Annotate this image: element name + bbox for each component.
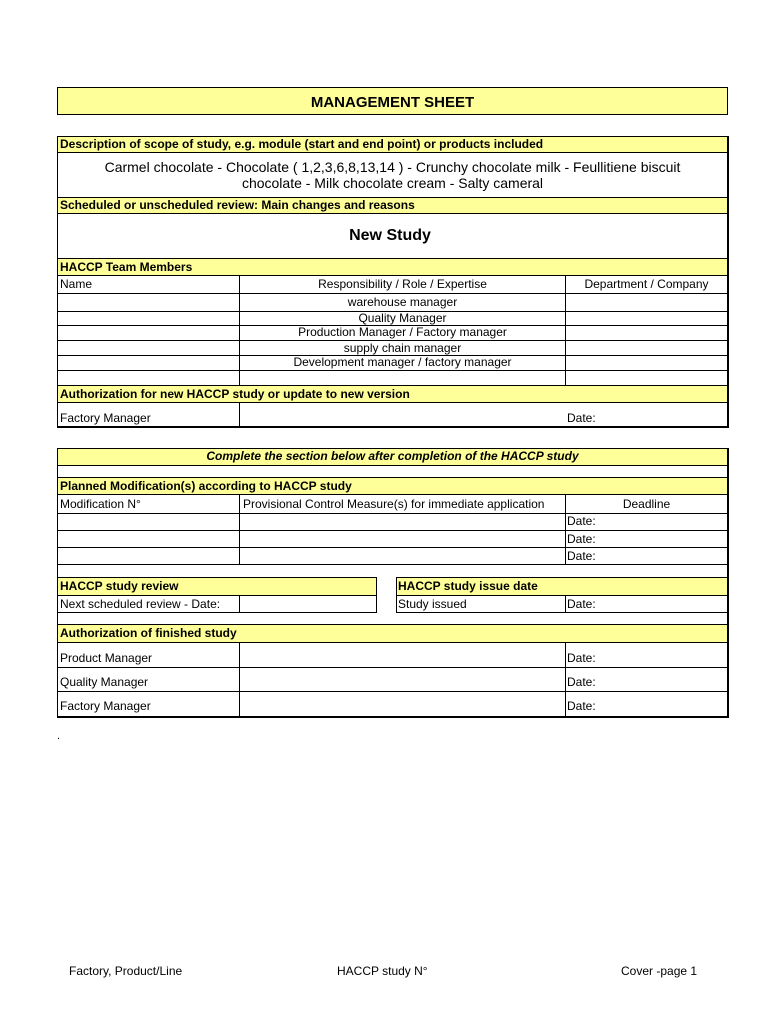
authorization-new-person: Factory Manager xyxy=(60,411,151,425)
authorization-finished-person-1: Product Manager xyxy=(60,651,153,665)
authorization-new-header: Authorization for new HACCP study or update to new version xyxy=(60,387,410,401)
team-role-5: Development manager / factory manager xyxy=(293,355,512,369)
scope-description-line1: Carmel chocolate - Chocolate ( 1,2,3,6,8,13,14 ) - Crunchy chocolate milk - Feullitiene biscuit xyxy=(104,159,681,175)
scope-description-line2: chocolate - Milk chocolate cream - Salty cameral xyxy=(241,175,544,191)
review-header: Scheduled or unscheduled review: Main changes and reasons xyxy=(60,198,415,212)
authorization-finished-date-2: Date: xyxy=(567,675,596,689)
scope-header: Description of scope of study, e.g. module (start and end point) or products included xyxy=(60,137,544,151)
page-title: MANAGEMENT SHEET xyxy=(310,94,475,111)
planned-col-mod: Modification N° xyxy=(60,497,141,511)
completion-header: Complete the section below after completion of the HACCP study xyxy=(206,449,579,463)
study-review-header: HACCP study review xyxy=(60,579,179,593)
planned-header: Planned Modification(s) according to HACCP study xyxy=(60,479,352,493)
issue-date-label: Study issued xyxy=(398,597,467,611)
team-role-3: Production Manager / Factory manager xyxy=(298,325,507,339)
team-header: HACCP Team Members xyxy=(60,260,193,274)
study-review-label: Next scheduled review - Date: xyxy=(60,597,221,611)
footer-left: Factory, Product/Line xyxy=(69,964,183,978)
authorization-finished-person-2: Quality Manager xyxy=(60,675,149,689)
authorization-finished-date-3: Date: xyxy=(567,699,596,713)
planned-date-2: Date: xyxy=(567,532,596,546)
team-role-4: supply chain manager xyxy=(343,341,462,355)
authorization-finished-person-3: Factory Manager xyxy=(60,699,151,713)
planned-date-3: Date: xyxy=(567,549,596,563)
planned-col-deadline: Deadline xyxy=(622,497,671,511)
authorization-new-date: Date: xyxy=(567,411,596,425)
footer-center: HACCP study N° xyxy=(337,964,428,978)
authorization-finished-date-1: Date: xyxy=(567,651,596,665)
footer-right: Cover -page 1 xyxy=(621,964,698,978)
review-value: New Study xyxy=(349,227,431,244)
issue-date-date: Date: xyxy=(567,597,596,611)
stray-mark: . xyxy=(57,730,61,742)
authorization-finished-header: Authorization of finished study xyxy=(60,626,237,640)
planned-date-1: Date: xyxy=(567,514,596,528)
team-col-name: Name xyxy=(60,277,93,291)
team-col-dept: Department / Company xyxy=(584,277,709,291)
team-col-role: Responsibility / Role / Expertise xyxy=(318,277,487,291)
planned-col-measure: Provisional Control Measure(s) for immediate application xyxy=(243,497,545,511)
team-role-2: Quality Manager xyxy=(358,311,447,325)
team-role-1: warehouse manager xyxy=(347,295,458,309)
issue-date-header: HACCP study issue date xyxy=(398,579,538,593)
